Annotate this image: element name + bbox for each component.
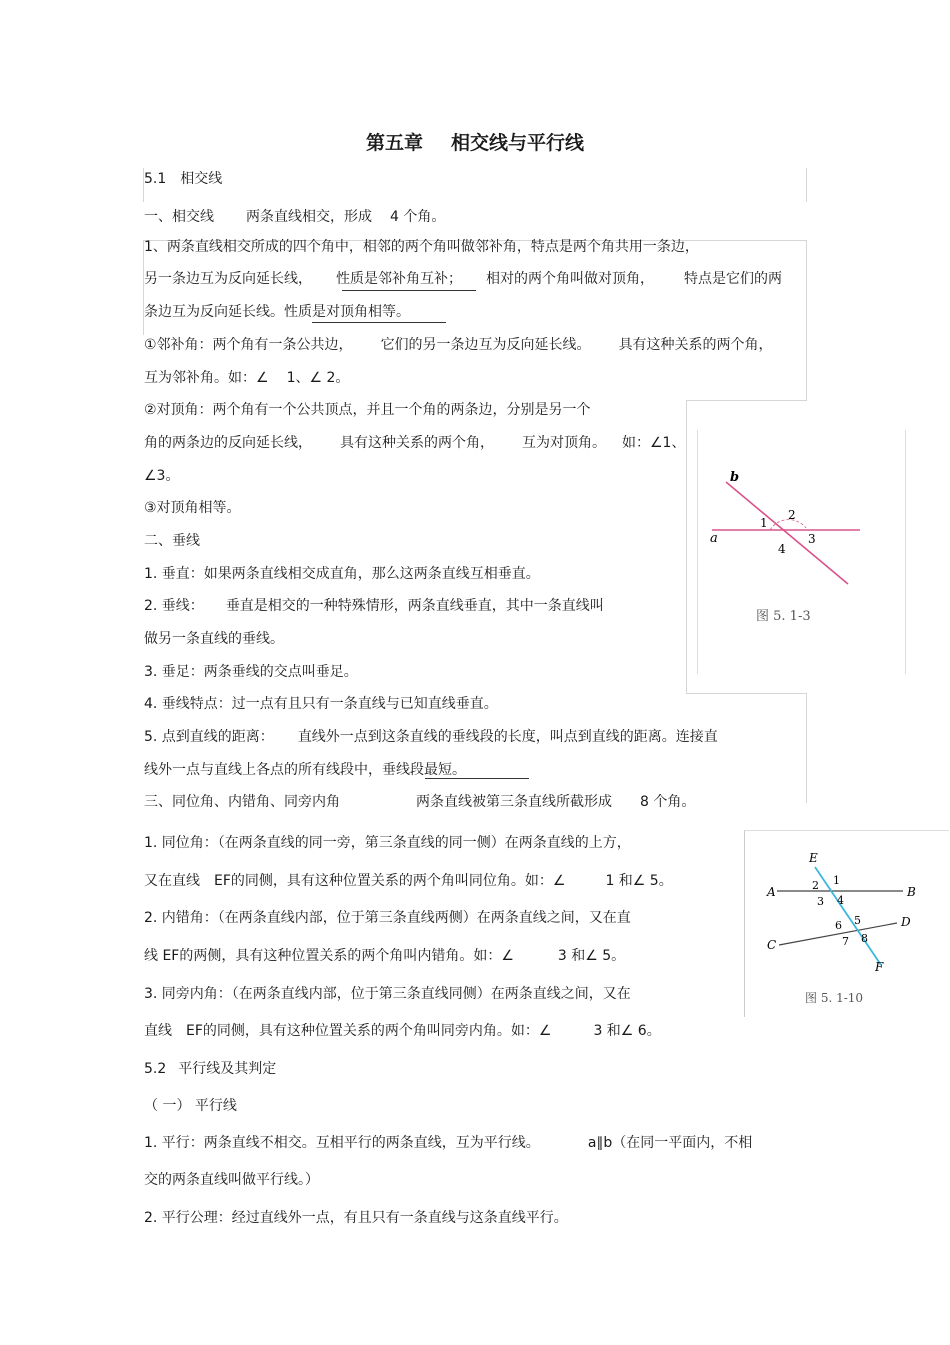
angle-6-label: 6 bbox=[835, 919, 842, 932]
text-line: 另一条边互为反向延长线， 性质是邻补角互补； 相对的两个角叫做对顶角， 特点是它们的两 bbox=[144, 271, 782, 287]
angle-1-label: 1 bbox=[760, 516, 768, 530]
chapter-name: 相交线与平行线 bbox=[451, 132, 585, 154]
figure-caption: 图 5. 1-10 bbox=[805, 991, 864, 1005]
text-line: （ 一） 平行线 bbox=[144, 1098, 237, 1114]
underline bbox=[312, 322, 446, 323]
text-line: 线外一点与直线上各点的所有线段中，垂线段最短。 bbox=[144, 762, 466, 778]
text-line: 交的两条直线叫做平行线。） bbox=[144, 1172, 319, 1188]
label-A: A bbox=[767, 885, 776, 899]
page-title bbox=[0, 128, 950, 155]
transversal-ef bbox=[815, 867, 881, 965]
text-line: 线 EF的两侧，具有这种位置关系的两个角叫内错角。如：∠ 3 和∠ 5。 bbox=[144, 948, 626, 964]
underline bbox=[342, 290, 476, 291]
label-b: b bbox=[730, 470, 740, 485]
scan-line bbox=[686, 693, 807, 694]
text-line: 3. 同旁内角：（在两条直线内部，位于第三条直线同侧）在两条直线之间，又在 bbox=[144, 986, 631, 1002]
angle-5-label: 5 bbox=[854, 914, 861, 927]
angle-3-label: 3 bbox=[808, 532, 816, 546]
section-heading: 5.2 平行线及其判定 bbox=[144, 1061, 277, 1077]
text-line: 做另一条直线的垂线。 bbox=[144, 631, 284, 647]
text-line: ①邻补角：两个角有一条公共边， 它们的另一条边互为反向延长线。 具有这种关系的两个角， bbox=[144, 337, 773, 353]
text-line: 2. 垂线： 垂直是相交的一种特殊情形，两条直线垂直，其中一条直线叫 bbox=[144, 598, 604, 614]
text-line: 4. 垂线特点：过一点有且只有一条直线与已知直线垂直。 bbox=[144, 696, 498, 712]
angle-2-label: 2 bbox=[788, 508, 796, 522]
section-heading: 三、同位角、内错角、同旁内角 两条直线被第三条直线所截形成 8 个角。 bbox=[144, 794, 696, 810]
intersecting-lines-diagram bbox=[698, 430, 905, 674]
section-heading: 5.1 相交线 bbox=[144, 171, 223, 187]
text-line: 1. 同位角：（在两条直线的同一旁，第三条直线的同一侧）在两条直线的上方， bbox=[144, 835, 631, 851]
text-line: ③对顶角相等。 bbox=[144, 500, 241, 516]
figure-5-1-3 bbox=[697, 430, 906, 674]
text-line: 1. 垂直：如果两条直线相交成直角，那么这两条直线互相垂直。 bbox=[144, 566, 540, 582]
scan-line bbox=[806, 168, 807, 202]
angle-1-label: 1 bbox=[833, 874, 840, 887]
angle-4-label: 4 bbox=[778, 542, 786, 556]
transversal-diagram bbox=[745, 831, 949, 1017]
text-line: 1. 平行：两条直线不相交。互相平行的两条直线，互为平行线。 a∥b（在同一平面内，不相 bbox=[144, 1135, 753, 1151]
label-D: D bbox=[901, 915, 911, 929]
label-C: C bbox=[767, 938, 777, 952]
label-F: F bbox=[875, 960, 884, 974]
angle-8-label: 8 bbox=[861, 932, 868, 945]
text-line: 1、两条直线相交所成的四个角中，相邻的两个角叫做邻补角，特点是两个角共用一条边， bbox=[144, 239, 699, 255]
text-line: 2. 平行公理：经过直线外一点，有且只有一条直线与这条直线平行。 bbox=[144, 1210, 568, 1226]
underline bbox=[425, 778, 529, 779]
scan-line bbox=[686, 400, 807, 401]
text-line: 直线 EF的同侧，具有这种位置关系的两个角叫同旁内角。如：∠ 3 和∠ 6。 bbox=[144, 1023, 661, 1039]
chapter-number: 第五章 bbox=[365, 132, 423, 154]
text-line: 角的两条边的反向延长线， 具有这种关系的两个角， 互为对顶角。 如：∠1、 bbox=[144, 435, 686, 451]
text-line: 5. 点到直线的距离： 直线外一点到这条直线的垂线段的长度，叫点到直线的距离。连接直 bbox=[144, 729, 718, 745]
label-B: B bbox=[907, 885, 916, 899]
figure-5-1-10 bbox=[744, 830, 949, 1017]
label-a: a bbox=[710, 531, 718, 546]
angle-2-label: 2 bbox=[812, 879, 819, 892]
figure-caption: 图 5. 1-3 bbox=[756, 609, 811, 624]
section-heading: 二、垂线 bbox=[144, 533, 200, 549]
angle-7-label: 7 bbox=[842, 935, 849, 948]
text-line: 3. 垂足：两条垂线的交点叫垂足。 bbox=[144, 664, 358, 680]
text-line: ②对顶角：两个角有一个公共顶点，并且一个角的两条边，分别是另一个 bbox=[144, 402, 591, 418]
line-b bbox=[726, 482, 848, 584]
text-line: ∠3。 bbox=[144, 468, 180, 484]
scan-line bbox=[806, 240, 807, 400]
text-line: 又在直线 EF的同侧，具有这种位置关系的两个角叫同位角。如：∠ 1 和∠ 5。 bbox=[144, 873, 673, 889]
scan-line bbox=[806, 693, 807, 803]
angle-3-label: 3 bbox=[817, 895, 824, 908]
scan-line bbox=[686, 400, 687, 693]
text-line: 互为邻补角。如：∠ 1、∠ 2。 bbox=[144, 370, 350, 386]
angle-4-label: 4 bbox=[837, 894, 844, 907]
label-E: E bbox=[809, 851, 818, 865]
text-line: 条边互为反向延长线。性质是对顶角相等。 bbox=[144, 304, 410, 320]
text-line: 2. 内错角：（在两条直线内部，位于第三条直线两侧）在两条直线之间，又在直 bbox=[144, 910, 631, 926]
text-line: 一、相交线 两条直线相交，形成 4 个角。 bbox=[144, 209, 446, 225]
